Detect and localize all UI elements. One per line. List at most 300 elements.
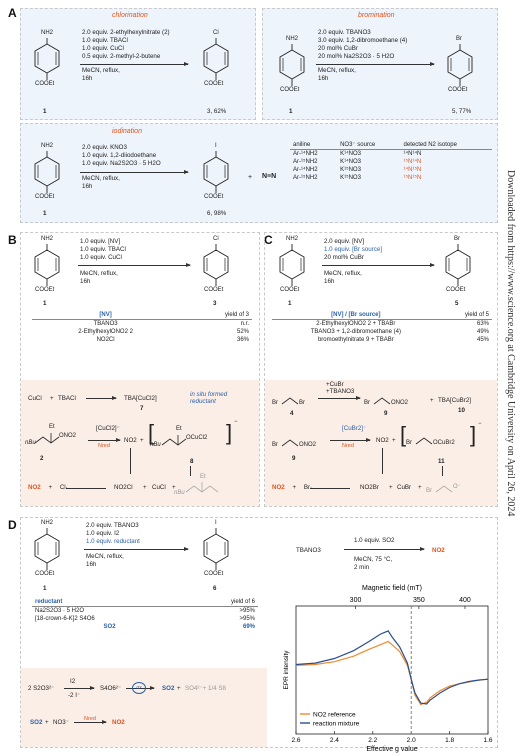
plus-sign: + [140,437,144,444]
cooet-label: COOEt [35,287,55,293]
condition-line: 3.0 equiv. 1,2-dibromoethane (4) [318,37,408,44]
panel-d-table [32,598,258,631]
table-row [272,328,492,336]
mech-dibromoethane-4 [272,390,312,412]
condition-line: 0.5 equiv. 2-methyl-2-butene [82,53,161,60]
condition-line: 20 mol% Na2S2O3 · 5 H2O [318,53,395,60]
br-label: Br [364,400,370,406]
no2-product: NO2 [112,719,125,726]
series-line-no2-reference [296,642,488,705]
table-row [32,623,258,631]
mech-alkoxide-byproduct [174,474,238,500]
chlorination-sm-number: 1 [43,108,47,115]
condition-line: MeCN, 75 °C, [354,556,393,563]
panel-b-prod-number: 3 [213,300,217,307]
condition-line: 2.0 equiv. TBANO3 [318,29,371,36]
cooet-label: COOEt [280,287,300,293]
br-label: Br [426,488,432,494]
mech-intermediate-11 [406,430,456,452]
mech-iodide: -2 I⁻ [68,692,81,699]
table-row [290,158,492,166]
isotope-table [290,140,492,182]
condition-line [324,246,382,254]
reaction-arrow [84,549,188,550]
panel-label-d: D [8,518,17,532]
panel-c-product [438,236,488,306]
mech-iodine: I2 [70,678,76,685]
plus-sign: + [143,484,147,491]
y-axis-label: EPR intensity [283,650,290,690]
ono2-label: ONO2 [59,433,77,439]
nh2-label: NH2 [286,236,299,242]
legend-label: reaction mixture [313,720,360,728]
iodination-solvent [82,175,120,191]
reaction-arrow [88,440,120,441]
condition-line: 1.0 equiv. I2 [86,530,120,537]
i-label: I [215,520,217,526]
arrow-down [382,448,383,474]
table-header: yield of 6 [230,599,255,605]
table-cell: TBANO3 [93,321,118,327]
mech-no2cl: NO2Cl [114,484,133,491]
bromination-starting-material [272,36,312,106]
plus-sign: + [418,484,422,491]
reaction-arrow [80,172,188,173]
table-cell: n.r. [240,321,249,327]
mech-bromoethylnitrate-9 [364,390,414,412]
reaction-arrow [78,265,190,266]
condition-line: 2.0 equiv. TBANO3 [86,522,139,529]
solvent-line: 16h [86,561,97,568]
table-cell: 69% [242,624,255,630]
solvent-line: MeCN, reflux, [80,270,118,277]
dinitrogen: N≡N [262,173,277,180]
table-header: yield of 3 [224,312,249,318]
cooet-label: COOEt [446,287,466,293]
compound-number: 7 [140,405,144,412]
bracket-right: ] [226,420,233,445]
bromination-solvent [318,67,356,83]
cooet-label: COOEt [448,87,468,93]
bromoethoxide-byproduct-structure [426,478,476,498]
table-row [272,320,492,329]
mech-no2: NO2 [376,437,389,444]
condition-line [324,254,382,262]
cl-label: Cl [213,236,219,242]
note-line: reductant [190,398,216,405]
mech-so2-b: SO2 [30,719,43,726]
mech-nitrate-2 [27,423,82,453]
table-cell: Ar-¹⁵NH2 [293,159,318,165]
table-cell: K¹⁵NO3 [340,167,361,173]
charge-minus: − [478,421,482,427]
nh2-label: NH2 [41,143,54,149]
compound-number: 9 [292,455,296,462]
et-label: Et [49,424,55,430]
reaction-arrow [318,398,360,399]
chlorination-title: chlorination [112,12,148,19]
cooet-label: COOEt [35,194,55,200]
x-axis-label: Effective g value [366,746,418,753]
table-header: NO3⁻ source [340,142,376,148]
ocubr2-label: OCuBr2 [433,440,455,446]
table-cell: K¹⁴NO3 [340,159,362,165]
table-cell: 45% [476,337,489,343]
iodination-product [196,143,246,213]
cooet-label: COOEt [204,81,224,87]
x-tick-label: 2.4 [329,737,339,744]
table-cell: 2-Ethylhexyl​ONO2 2 [78,329,133,335]
table-cell: [18-crown-6-K]2 S4O6 [35,616,95,622]
bracket-left: [ [400,422,407,447]
table-cell: Ar-¹⁴NH2 [293,151,318,157]
x2-tick-label: 350 [413,597,425,604]
tba-cucl2-label: TBA[CuCl2] [124,395,157,402]
aryl-iodide-structure [196,520,236,590]
panel-c-sm-number: 1 [288,300,292,307]
plus-sign: + [392,437,396,444]
br-label: Br [272,400,278,406]
panel-label-c: C [264,233,273,247]
panel-c-conditions [324,238,382,262]
mech-tetrathionate: S4O6²⁻ [100,685,122,692]
condition-line: 2.0 equiv. KNO3 [82,144,127,151]
reaction-arrow [322,265,434,266]
x-tick-label: 2.6 [291,737,301,744]
plus-sign: + [430,397,434,404]
panel-label-b: B [8,233,17,247]
reagent-line: +TBANO3 [326,388,355,395]
condition-line: 1.0 equiv. TBACl [80,246,126,253]
iodination-sm-number: 1 [43,210,47,217]
dibromoethane-structure [272,390,312,410]
table-cell: 63% [476,321,489,327]
epr-conditions [354,556,392,572]
download-caption [503,0,521,756]
table-row [32,328,252,336]
table-row [32,320,252,329]
mech-thiosulfate: 2 S2O3²⁻ [28,685,55,692]
charge-minus: − [234,419,238,425]
plus-sign: + [48,484,53,491]
compound-number: 9 [384,410,388,417]
aryl-bromide-structure [438,236,478,306]
panel-d-mechanism-bg [21,668,267,747]
condition-line: 2.0 equiv. 2-ethylhexylnitrate (2) [82,29,170,36]
panel-d-solvent [86,553,124,569]
table-cell: TBANO3 + 1,2-dibromoethane (4) [310,329,401,335]
mech-cubr2-anion: [CuBr2]⁻ [342,425,367,432]
epr-condition-1 [354,537,394,544]
condition-line: 1.0 equiv. Na2S2O3 · 5 H2O [82,160,161,167]
alkoxide-label: O⁻ [453,484,461,490]
arrow-down [442,466,443,476]
mech-c-reagents [326,381,354,395]
mech-cucl-regen: CuCl [152,484,166,491]
nred-label: Nred [84,716,96,722]
mech-tba-cubr2: TBA[CuBr2] [438,397,472,404]
condition-line [324,238,382,246]
bromination-yield: 5, 77% [452,108,472,115]
aryl-bromide-structure [440,36,480,106]
chlorination-conditions [82,29,170,61]
series-line-reaction-mixture [296,631,488,704]
panel-b-sm-number: 1 [43,300,47,307]
table-cell: 49% [476,329,489,335]
no2-product: NO2 [272,484,285,491]
table-header: [NV] / [Br source] [331,312,381,318]
no2-product: NO2 [28,484,41,491]
table-cell: K¹⁵NO3 [340,175,361,181]
br-radical: Br· [303,484,313,491]
bracket-right: ] [470,422,477,447]
br-label: Br [299,400,305,406]
table-row [32,336,252,344]
compound-number: 10 [458,407,465,414]
reaction-arrow [64,688,94,689]
plus-sign: + [177,685,181,692]
table-cell: ¹⁴N¹⁴N [403,151,422,157]
table-cell: NO2Cl [96,337,115,343]
table-cell: Na2S2O3 · 5 H2O [35,608,85,614]
condition-line: 1.0 equiv. TBACl [82,37,128,44]
table-header: detected N2 isotope [403,141,457,148]
table-cell: >95% [239,608,255,614]
x2-tick-label: 400 [459,597,471,604]
cooet-label: COOEt [35,571,55,577]
panel-c-solvent [324,270,362,286]
mech-cucl2-anion: [CuCl2]⁻ [96,425,120,432]
x-tick-label: 2.0 [406,737,416,744]
mech-bromoethoxide-byproduct [426,478,476,500]
bromination-conditions [318,29,407,61]
ox-badge: ox [132,682,146,694]
aryl-chloride-structure [196,236,236,306]
mech-so2: SO2 [162,685,175,692]
x2-tick-label: 300 [349,597,362,604]
solvent-line: 16h [324,278,335,285]
reverse-arrow [66,488,106,489]
table-row [32,615,258,623]
panel-d-sm-number: 1 [43,585,47,592]
aniline-structure [272,236,312,306]
br-label: Br [454,236,460,242]
table-row [272,336,492,344]
cooet-label: COOEt [204,194,224,200]
aniline-structure [27,30,67,100]
nred-label: Nred [342,443,354,449]
solvent-line: MeCN, reflux, [86,553,124,560]
x-tick-label: 1.6 [483,737,493,744]
table-header: aniline [293,141,311,148]
cl-label: Cl [213,30,219,36]
reaction-arrow [330,440,370,441]
panel-b-table [32,311,252,344]
epr-chart-svg [278,582,496,754]
condition-line: 1.0 equiv. reductant [86,538,140,545]
aniline-structure [27,520,67,590]
arrow-down [190,466,191,476]
reverse-arrow [310,488,350,489]
table-cell: ¹⁵N¹⁵N [403,175,422,181]
reaction-arrow [80,64,188,65]
epr-product: NO2 [432,547,445,554]
plus-sign: + [389,484,393,491]
table-cell: 52% [236,329,249,335]
chlorination-solvent [82,67,120,83]
mech-bottom-row [28,484,68,491]
mech-nitrate: NO3⁻ [53,719,69,726]
solvent-line: 16h [82,75,93,82]
panel-d-product [196,520,246,590]
condition-line: 1.0 equiv. CuCl [82,45,124,52]
mech-intermediate-8 [150,425,209,455]
table-header: [NV] [99,312,112,318]
ono2-label: ONO2 [391,400,409,406]
reaction-arrow [74,722,106,723]
solvent-line: MeCN, reflux, [82,175,120,182]
nh2-label: NH2 [41,520,54,526]
epr-chart [278,582,496,754]
cooet-label: COOEt [280,87,300,93]
bromination-product [440,36,490,106]
bracket-left: [ [148,420,155,445]
br-label: Br [406,440,412,446]
table-row [290,166,492,174]
reagent-line: +CuBr [326,381,344,388]
plus-sign: + [50,395,54,402]
mech-no2br: NO2Br [360,484,379,491]
et-label: Et [176,426,182,432]
nh2-label: NH2 [41,236,54,242]
compound-number: 8 [190,458,194,465]
condition-line: 20 mol% CuBr [318,45,358,52]
condition-line: 1.0 equiv. 1,2-diiodoethane [82,152,157,159]
table-cell: Ar-¹⁴NH2 [293,167,318,173]
reaction-arrow [86,398,116,399]
panel-c-prod-number: 5 [455,300,459,307]
epr-reagent: TBANO3 [296,547,321,554]
epr-condition-text: 1.0 equiv. SO2 [354,537,395,544]
table-cell: K¹⁴NO3 [340,151,362,157]
table-cell: 2-EthylhexylONO2 2 + TBABr [316,321,396,327]
solvent-line: MeCN, reflux, [324,270,362,277]
aniline-structure [27,236,67,306]
aniline-structure [27,143,67,213]
iodination-yield: 6, 98% [207,210,227,217]
panel-c-starting-material [272,236,312,306]
table-row [290,150,492,159]
solvent-line: MeCN, reflux, [318,67,356,74]
mech-no2: NO2 [124,437,137,444]
reaction-arrow [316,64,434,65]
br-label: Br [272,442,278,448]
insitu-note [190,391,227,405]
mech-sulfate-sulfur: SO4²⁻+ 1/4 S8 [185,685,226,692]
condition-text: 2.0 equiv. [NV] [324,238,365,245]
iodination-title: iodination [112,128,142,135]
bromination-title: bromination [358,12,395,19]
iodination-starting-material [27,143,67,213]
ocucl2-label: OCuCl2 [186,435,208,441]
reaction-arrow [344,549,424,550]
arrow-down [130,448,131,474]
solvent-line: MeCN, reflux, [82,67,120,74]
bromination-sm-number: 1 [289,108,293,115]
compound-number: 4 [290,410,294,417]
compound-number: 2 [40,455,44,462]
panel-d-conditions [86,522,140,546]
condition-line: 1.0 equiv. CuCl [80,254,122,261]
compound-number: 11 [438,458,445,465]
table-cell: >95% [239,616,255,622]
solvent-line: 16h [82,183,93,190]
table-header: yield of 5 [464,312,489,318]
table-cell: bromoethylnitrate 9 + TBABr [317,337,394,343]
panel-b-conditions [80,238,126,262]
panel-label-a: A [8,6,17,20]
aryl-chloride-structure [196,30,236,100]
x-tick-label: 2.2 [368,737,378,744]
solvent-line: 16h [318,75,329,82]
mech-c-bottom-row [272,484,312,491]
cl-radical: Cl· [59,484,68,491]
cooet-label: COOEt [204,571,224,577]
table-cell: ¹⁵N¹⁴N [403,159,422,165]
chlorination-product [196,30,246,100]
nbu-label: nBu [174,490,185,496]
nbu-label: nBu [25,440,36,446]
et-label: Et [200,474,206,480]
table-row [290,174,492,182]
mech-bromoethylnitrate-9b [272,432,322,454]
ono2-label: ONO2 [299,442,317,448]
mech-tbacl: TBACl [58,395,76,402]
panel-b-starting-material [27,236,67,306]
table-header: reductant [35,599,63,605]
condition-text: 1.0 equiv. [Br source] [324,246,383,253]
table-cell: SO2 [103,624,116,630]
panel-b-solvent [80,270,118,286]
panel-d-starting-material [27,520,67,590]
plus-sign: + [172,484,176,491]
chlorination-starting-material [27,30,67,100]
alkoxide-byproduct-structure [178,476,238,498]
aryl-iodide-structure [196,143,236,213]
download-caption-text: Downloaded from https://www.science.org at Cambridge University on April 26, 2024 [505,170,516,517]
plus-sign: + [248,174,253,181]
chlorination-yield: 3, 62% [207,108,227,115]
condition-text: 20 mol% CuBr [324,254,364,261]
nh2-label: NH2 [41,30,54,36]
condition-line: 1.0 equiv. [NV] [80,238,121,245]
plus-sign: + [292,484,297,491]
nh2-label: NH2 [286,36,299,42]
mech-tba-cucl2 [124,395,157,402]
br-label: Br [456,36,462,42]
panel-b-product [196,236,246,306]
table-cell: Ar-¹⁵NH2 [293,175,318,181]
cooet-label: COOEt [35,81,55,87]
nred-label: Nred [98,443,110,449]
table-cell: 36% [236,337,249,343]
note-line: in situ formed [190,391,228,398]
solvent-line: 16h [80,278,91,285]
nbu-label: nBu [150,442,161,448]
x-tick-label: 1.8 [445,737,455,744]
plus-sign: + [45,719,49,726]
mech-cucl: CuCl [28,395,42,402]
